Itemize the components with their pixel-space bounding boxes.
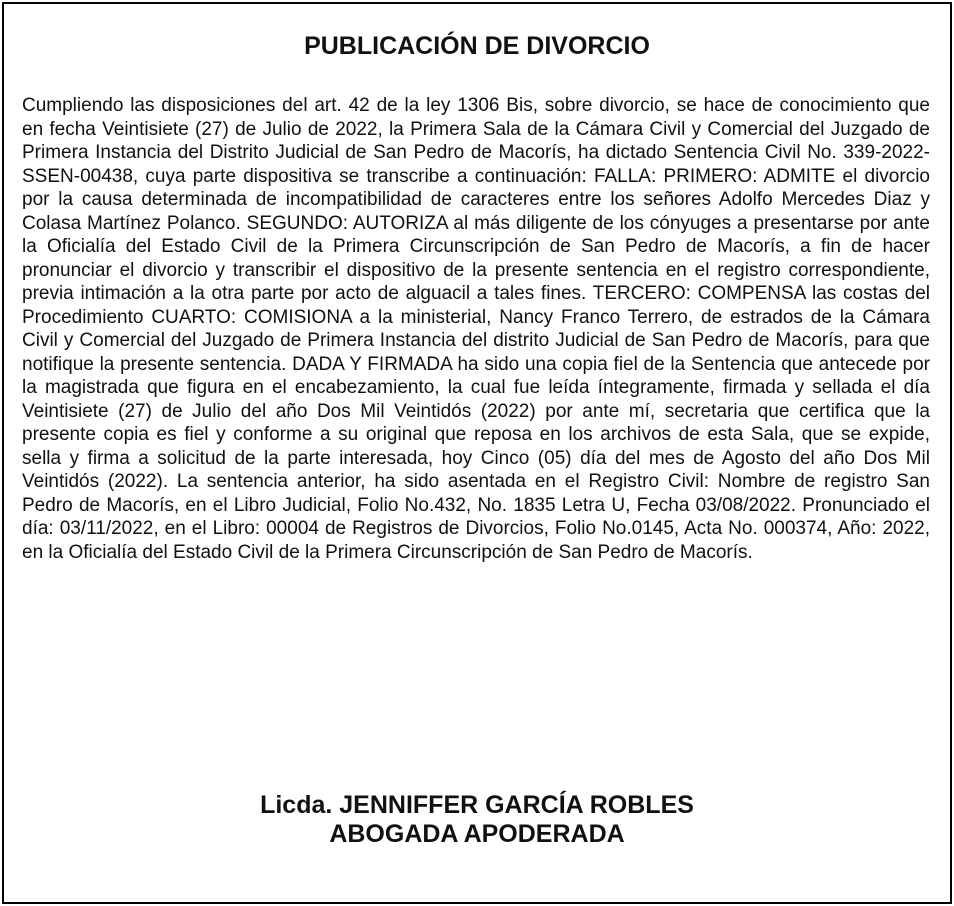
notice-body: Cumpliendo las disposiciones del art. 42 de la ley 1306 Bis, sobre divorcio, se hace de conocimiento que en fecha Veintisiete (27) de Julio de 2022, la Primera Sala de la Cámara Civil y Comercial del Juzgado de Primera Instancia del Distrito Judicial de San Pedro de Macorís, ha dictado Sentencia Civil No. 339-2022-SSEN-00438, cuya parte dispositiva se transcribe a continuación: FALLA: PRIMERO: ADMITE el divorcio por la causa determinada de incompatibilidad de caracteres entre los señores Adolfo Mercedes Diaz y Colasa Martínez Polanco. SEGUNDO: AUTORIZA al más diligente de los cónyuges a presentarse por ante la Oficialía del Estado Civil de la Primera Circunscripción de San Pedro de Macorís, a fin de hacer pronunciar el divorcio y transcribir el dispositivo de la presente sentencia en el registro correspondiente, previa intimación a la otra parte por acto de alguacil a tales fines. TERCERO: COMPENSA las costas del Procedimiento CUARTO: COMISIONA a la ministerial, Nancy Franco Terrero, de estrados de la Cámara Civil y Comercial del Juzgado de Primera Instancia del distrito Judicial de San Pedro de Macorís, para que notifique la presente sentencia. DADA Y FIRMADA ha sido una copia fiel de la Sentencia que antecede por la magistrada que figura en el encabezamiento, la cual fue leída íntegramente, firmada y sellada el día Veintisiete (27) de Julio del año Dos Mil Veintidós (2022) por ante mí, secretaria que certifica que la presente copia es fiel y conforme a su original que reposa en los archivos de esta Sala, que se expide, sella y firma a solicitud de la parte interesada, hoy Cinco (05) día del mes de Agosto del año Dos Mil Veintidós (2022). La sentencia anterior, ha sido asentada en el Registro Civil: Nombre de registro San Pedro de Macorís, en el Libro Judicial, Folio No.432, No. 1835 Letra U, Fecha 03/08/2022. Pronunciado el día: 03/11/2022, en el Libro: 00004 de Registros de Divorcios, Folio No.0145, Acta No. 000374, Año: 2022, en la Oficialía del Estado Civil de la Primera Circunscripción de San Pedro de Macorís.: [22, 95, 930, 563]
signature-block: [4, 791, 950, 849]
notice-title: PUBLICACIÓN DE DIVORCIO: [304, 32, 650, 60]
signature-role: ABOGADA APODERADA: [329, 820, 625, 848]
signature-name: Licda. JENNIFFER GARCÍA ROBLES: [260, 791, 694, 819]
notice-frame: [2, 2, 952, 904]
